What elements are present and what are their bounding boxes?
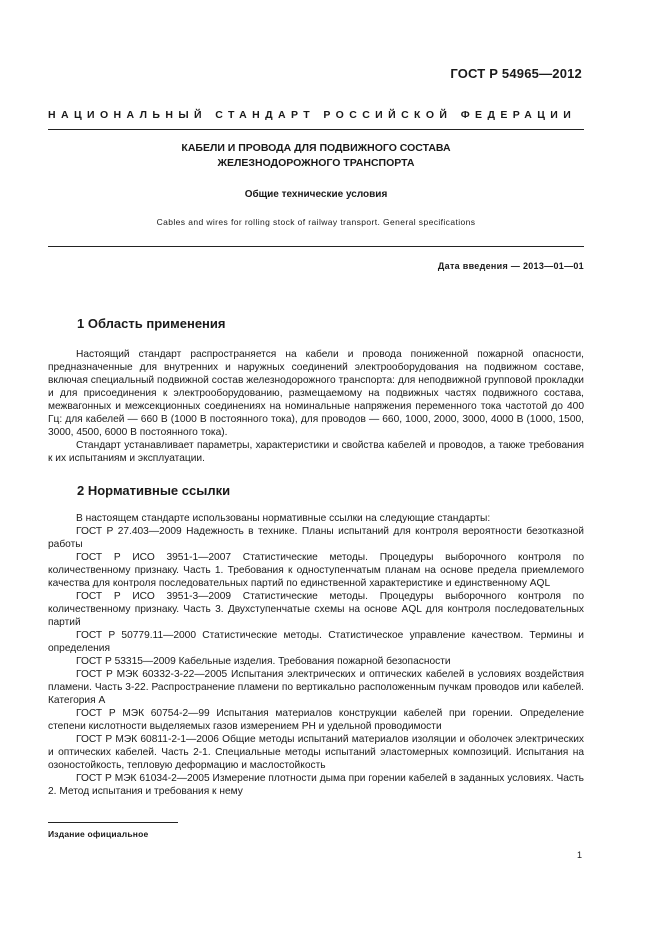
official-edition-label: Издание официальное	[48, 829, 149, 839]
section-1-heading: 1 Область применения	[77, 316, 226, 331]
reference-item: ГОСТ Р МЭК 60811-2-1—2006 Общие методы испытаний материалов изоляции и оболочек электрических и оптических кабелей. Часть 2-1. Специальные методы испытаний эластомерных композиций. Испытания на озоностойкость, тепловую деформацию и маслостойкость	[48, 734, 584, 771]
reference-item: ГОСТ Р ИСО 3951-3—2009 Статистические методы. Процедуры выборочного контроля по количественному признаку. Часть 3. Двухступенчатые схемы на основе AQL для контроля последовательных партий	[48, 591, 584, 628]
title-rule	[48, 246, 584, 247]
section-2-heading: 2 Нормативные ссылки	[77, 483, 231, 498]
national-standard-banner: НАЦИОНАЛЬНЫЙ СТАНДАРТ РОССИЙСКОЙ ФЕДЕРАЦИИ	[48, 109, 577, 121]
section-1-paragraph: Настоящий стандарт распространяется на кабели и провода пониженной пожарной опасности, предназначенные для внутренних и наружных соединений электрооборудования на подвижном составе, включая специальный подвижной состав железнодорожного транспорта: для неподвижной групповой прокладки и для присоединения к электрооборудованию, размещаемому на подвижных частях подвижного состава, межвагонных и межсекционных соединениях на номинальные напряжения переменного тока частотой до 400 Гц: для кабелей — 660 В (1000 В постоянного тока), для проводов — 660, 1000, 2000, 3000, 4000 В (1000, 1500, 3000, 4500, 6000 В постоянного тока).	[48, 349, 584, 438]
title-line-1: КАБЕЛИ И ПРОВОДА ДЛЯ ПОДВИЖНОГО СОСТАВА	[181, 142, 451, 154]
top-rule	[48, 129, 584, 130]
reference-item: ГОСТ Р 50779.11—2000 Статистические методы. Статистическое управление качеством. Термины и определения	[48, 630, 584, 654]
reference-item: ГОСТ Р 53315—2009 Кабельные изделия. Требования пожарной безопасности	[76, 656, 451, 667]
reference-item: ГОСТ Р 27.403—2009 Надежность в технике. Планы испытаний для контроля вероятности безотказной работы	[48, 526, 584, 550]
section-1-body	[48, 348, 584, 465]
reference-intro: В настоящем стандарте использованы нормативные ссылки на следующие стандарты:	[76, 513, 491, 524]
page-number: 1	[576, 850, 582, 860]
reference-item: ГОСТ Р ИСО 3951-1—2007 Статистические методы. Процедуры выборочного контроля по количественному признаку. Часть 1. Требования к одноступенчатым планам на основе предела приемлемого качества для контроля последовательных партий по единственной характеристике и единственному AQL	[48, 552, 584, 589]
english-title: Cables and wires for rolling stock of railway transport. General specifications	[156, 217, 476, 227]
reference-item: ГОСТ Р МЭК 61034-2—2005 Измерение плотности дыма при горении кабелей в заданных условиях. Часть 2. Метод испытания и требования к нему	[48, 773, 584, 797]
footer-rule	[48, 822, 178, 823]
document-title	[48, 141, 584, 171]
document-subtitle: Общие технические условия	[244, 189, 388, 200]
date-introduced: Дата введения — 2013—01—01	[437, 261, 584, 271]
reference-item: ГОСТ Р МЭК 60754-2—99 Испытания материалов конструкции кабелей при горении. Определение степени кислотности выделяемых газов измерением PH и удельной проводимости	[48, 708, 584, 732]
section-1-paragraph: Стандарт устанавливает параметры, характеристики и свойства кабелей и проводов, а также требования к их испытаниям и эксплуатации.	[48, 440, 584, 464]
gost-number: ГОСТ Р 54965—2012	[450, 66, 582, 81]
section-2-body	[48, 512, 584, 798]
title-line-2: ЖЕЛЕЗНОДОРОЖНОГО ТРАНСПОРТА	[217, 157, 415, 169]
reference-item: ГОСТ Р МЭК 60332-3-22—2005 Испытания электрических и оптических кабелей в условиях воздействия пламени. Часть 3-22. Распространение пламени по вертикально расположенным пучкам проводов или кабелей. Категория А	[48, 669, 584, 706]
